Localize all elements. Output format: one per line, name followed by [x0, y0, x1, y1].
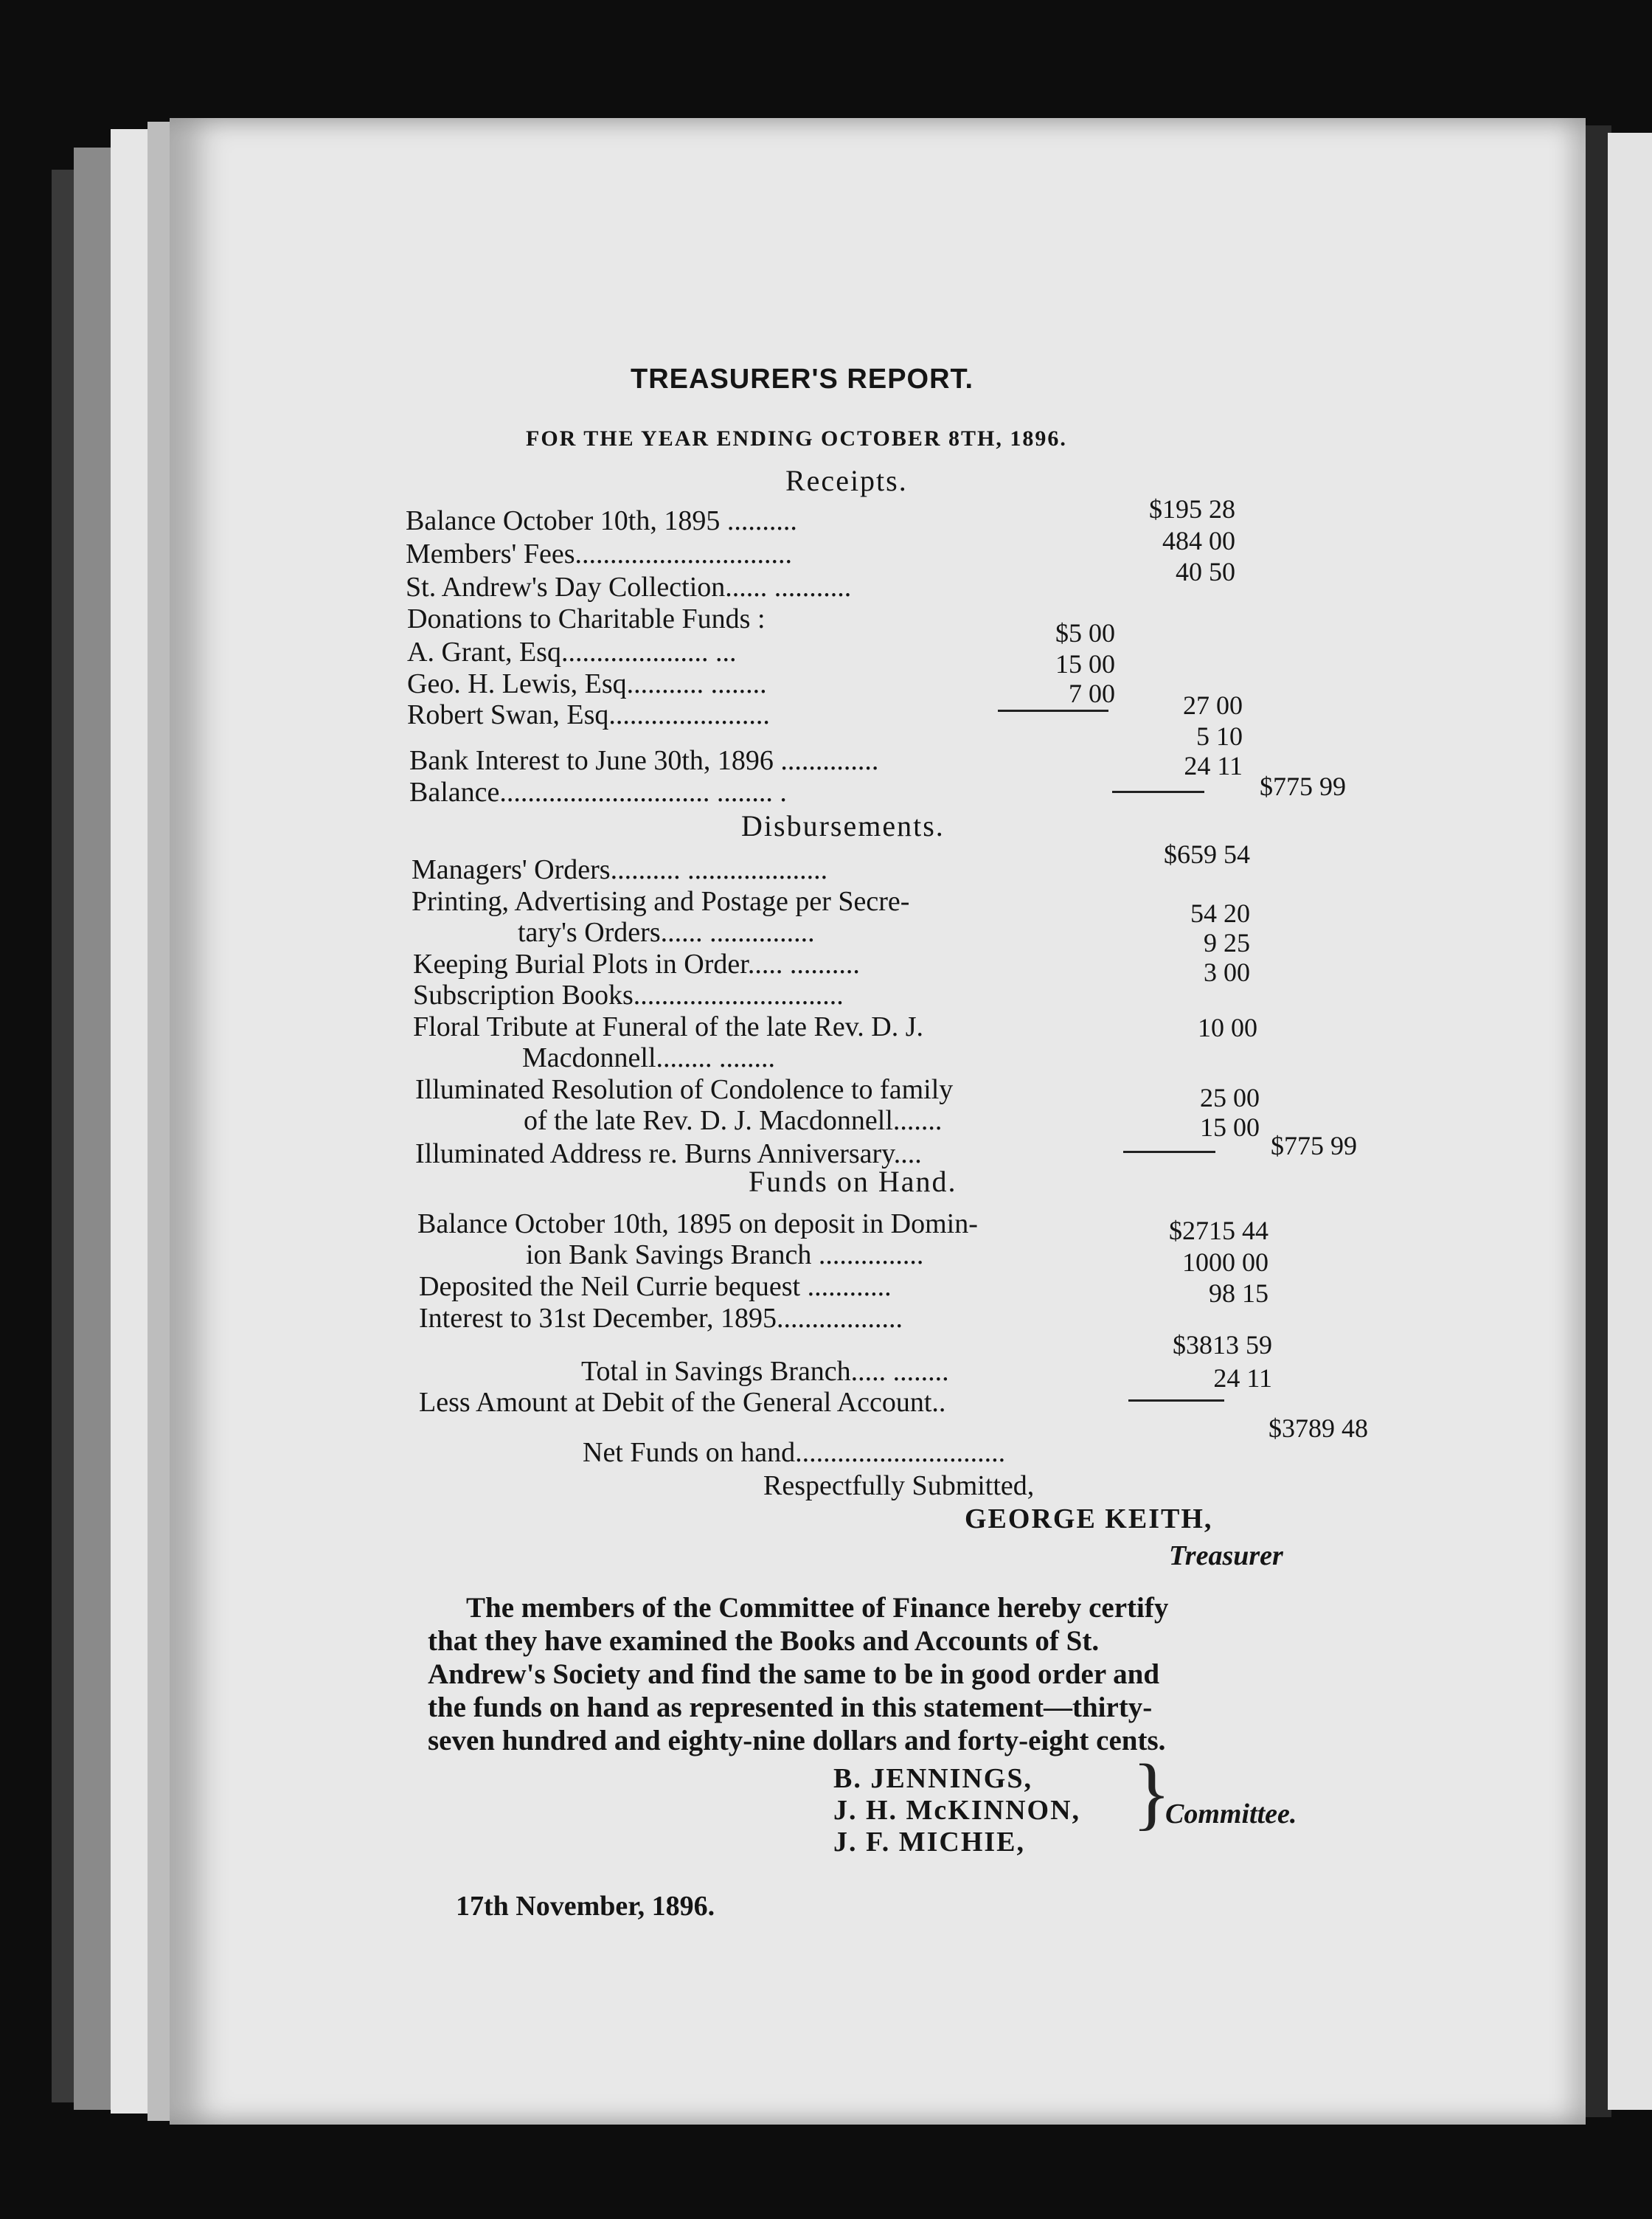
receipt-label: Robert Swan, Esq.......................	[407, 699, 770, 730]
disbursement-amount: 25 00	[1200, 1083, 1260, 1112]
funds-line: Interest to 31st December, 1895..................	[419, 1303, 903, 1334]
receipt-sub-amount: 15 00	[1055, 649, 1115, 679]
funds-heading: Funds on Hand.	[749, 1165, 957, 1198]
receipt-amount: 40 50	[1176, 557, 1235, 586]
report-date: 17th November, 1896.	[456, 1891, 715, 1922]
subtotal-rule	[998, 710, 1108, 712]
disbursement-line: Illuminated Resolution of Condolence to family	[415, 1074, 954, 1105]
net-funds-label: Net Funds on hand..............................	[583, 1437, 1006, 1468]
treasurer-role: Treasurer	[1169, 1540, 1283, 1571]
disbursement-amount: 9 25	[1204, 928, 1250, 958]
disbursement-line: Managers' Orders.......... ....................	[412, 854, 828, 885]
receipt-label: Donations to Charitable Funds :	[407, 603, 766, 634]
receipt-amount: 24 11	[1184, 751, 1243, 780]
funds-line: Less Amount at Debit of the General Account..	[419, 1387, 946, 1418]
committee-label: Committee.	[1165, 1799, 1297, 1829]
page-title: TREASURER'S REPORT.	[631, 364, 974, 395]
funds-amount: $2715 44	[1169, 1216, 1268, 1245]
receipt-label: Geo. H. Lewis, Esq........... ........	[407, 668, 767, 699]
disbursement-line: tary's Orders...... ...............	[518, 917, 815, 948]
total-rule	[1123, 1151, 1215, 1153]
disbursement-amount: $659 54	[1164, 840, 1250, 869]
treasurer-name: GEORGE KEITH,	[965, 1503, 1213, 1534]
funds-amount: 98 15	[1209, 1278, 1268, 1308]
disbursement-amount: 3 00	[1204, 958, 1250, 987]
disbursement-amount: 15 00	[1200, 1112, 1260, 1142]
total-rule	[1112, 791, 1204, 793]
receipt-label: St. Andrew's Day Collection...... ...........	[406, 572, 852, 603]
funds-amount: 1000 00	[1182, 1247, 1268, 1277]
disbursement-line: Keeping Burial Plots in Order..... ..........	[413, 949, 860, 980]
donations-total: 27 00	[1183, 690, 1243, 720]
submitted-line: Respectfully Submitted,	[763, 1470, 1035, 1501]
committee-member: J. F. MICHIE,	[833, 1827, 1026, 1858]
receipt-label: Bank Interest to June 30th, 1896 ..............	[409, 745, 879, 776]
receipt-label: A. Grant, Esq..................... ...	[407, 637, 737, 668]
disbursement-line: Printing, Advertising and Postage per Secre-	[412, 886, 910, 917]
committee-brace-icon: }	[1132, 1748, 1171, 1838]
disbursement-amount: 10 00	[1198, 1013, 1257, 1042]
committee-member: J. H. McKINNON,	[833, 1795, 1081, 1826]
disbursement-line: Subscription Books..............................	[413, 980, 844, 1011]
funds-amount: $3813 59	[1173, 1330, 1272, 1360]
receipt-amount: 5 10	[1196, 721, 1243, 751]
facing-page-edge	[1608, 133, 1652, 2110]
receipt-amount: 484 00	[1162, 526, 1235, 555]
funds-line: Balance October 10th, 1895 on deposit in Domin-	[417, 1208, 978, 1239]
disbursements-heading: Disbursements.	[741, 809, 945, 842]
disbursement-line: of the late Rev. D. J. Macdonnell.......	[524, 1105, 943, 1136]
funds-line: Deposited the Neil Currie bequest ............	[419, 1271, 892, 1302]
net-funds-amount: $3789 48	[1268, 1413, 1368, 1443]
receipt-sub-amount: $5 00	[1055, 618, 1115, 648]
disbursement-amount: 54 20	[1190, 899, 1250, 928]
certification-line: that they have examined the Books and Accounts of St.	[428, 1625, 1100, 1657]
funds-line: ion Bank Savings Branch ...............	[526, 1239, 924, 1270]
disbursements-total: $775 99	[1271, 1131, 1357, 1160]
subtotal-rule	[1128, 1399, 1224, 1402]
document-page	[170, 118, 1586, 2125]
funds-amount: 24 11	[1213, 1363, 1272, 1393]
disbursement-line: Illuminated Address re. Burns Anniversary....	[415, 1138, 922, 1169]
committee-member: B. JENNINGS,	[833, 1763, 1032, 1794]
receipt-sub-amount: 7 00	[1069, 679, 1115, 708]
certification-line: seven hundred and eighty-nine dollars and forty-eight cents.	[428, 1725, 1166, 1756]
receipt-label: Members' Fees...............................	[406, 539, 793, 570]
certification-line: Andrew's Society and find the same to be in good order and	[428, 1658, 1160, 1690]
receipts-heading: Receipts.	[785, 464, 908, 497]
receipt-amount: $195 28	[1149, 494, 1235, 524]
certification-line: The members of the Committee of Finance hereby certify	[466, 1592, 1169, 1624]
receipts-total: $775 99	[1260, 772, 1346, 801]
certification-line: the funds on hand as represented in this statement—thirty-	[428, 1692, 1153, 1723]
disbursement-line: Macdonnell........ ........	[522, 1042, 776, 1073]
receipt-label: Balance October 10th, 1895 ..........	[406, 505, 797, 536]
page-subtitle: FOR THE YEAR ENDING OCTOBER 8TH, 1896.	[526, 426, 1067, 451]
funds-line: Total in Savings Branch..... ........	[581, 1356, 949, 1387]
disbursement-line: Floral Tribute at Funeral of the late Rev. D. J.	[413, 1011, 923, 1042]
receipt-label: Balance.............................. ........ .	[409, 777, 787, 808]
